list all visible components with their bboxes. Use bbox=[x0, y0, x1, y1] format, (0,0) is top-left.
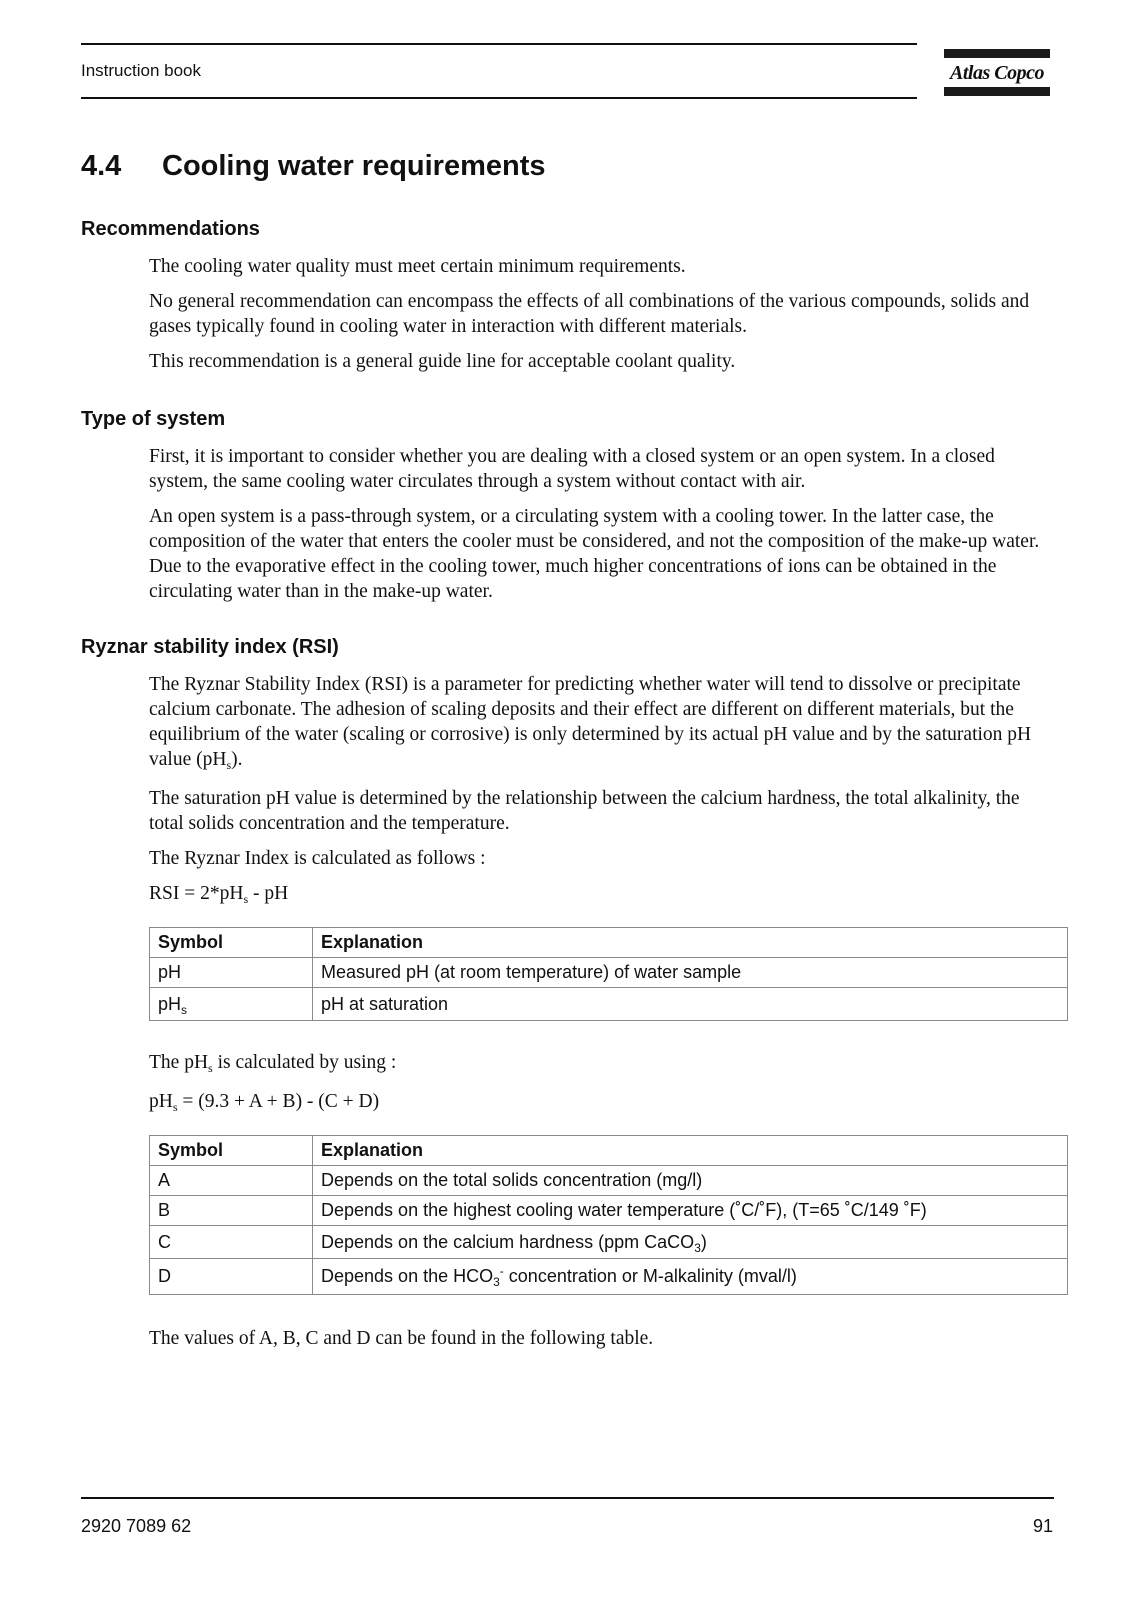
table-cell-explanation: Measured pH (at room temperature) of water sample bbox=[313, 958, 1068, 988]
paragraph: An open system is a pass-through system, or a circulating system with a cooling tower. In the latter case, the composition of the water that enters the cooler must be considered, and not the composition of the make-up water. Due to the evaporative effect in the cooling tower, much higher concentrations of ions can be obtained in the circulating water than in the make-up water. bbox=[149, 506, 1040, 602]
page-title bbox=[81, 150, 546, 183]
rsi-p1-end: ). bbox=[231, 749, 243, 770]
paragraph: First, it is important to consider whether you are dealing with a closed system or an open system. In a closed system, the same cooling water circulates through a system without contact with air. bbox=[149, 446, 995, 492]
paragraph: The cooling water quality must meet certain minimum requirements. bbox=[149, 256, 686, 277]
subscript: s bbox=[243, 892, 249, 906]
table-cell-explanation: Depends on the highest cooling water temperature (˚C/˚F), (T=65 ˚C/149 ˚F) bbox=[313, 1196, 1068, 1226]
table-cell-symbol: A bbox=[150, 1166, 313, 1196]
table-cell-symbol: C bbox=[150, 1226, 313, 1259]
paragraph: This recommendation is a general guide line for acceptable coolant quality. bbox=[149, 351, 736, 372]
closing-paragraph: The values of A, B, C and D can be found in the following table. bbox=[149, 1328, 654, 1349]
symbol-table-rsi bbox=[149, 927, 1068, 1021]
table-cell-symbol bbox=[150, 988, 313, 1021]
rsi-body bbox=[149, 672, 1055, 906]
type-of-system-body bbox=[149, 444, 1055, 604]
subscript: 3 bbox=[493, 1275, 500, 1289]
table-cell-symbol: D bbox=[150, 1259, 313, 1295]
column-header: Explanation bbox=[313, 1136, 1068, 1166]
table-row bbox=[150, 1226, 1068, 1259]
table-cell-symbol: pH bbox=[150, 958, 313, 988]
subscript: 3 bbox=[694, 1240, 701, 1255]
text-part: The pH bbox=[149, 1052, 209, 1073]
column-header: Symbol bbox=[150, 928, 313, 958]
logo-bar-bottom bbox=[944, 87, 1050, 96]
subscript: s bbox=[172, 1100, 178, 1114]
symbol-table-phs bbox=[149, 1135, 1068, 1295]
subscript: s bbox=[208, 1061, 213, 1075]
header-title: Instruction book bbox=[81, 61, 202, 80]
logo-wordmark: Atlas Copco bbox=[950, 62, 1044, 84]
table-cell-explanation bbox=[313, 1226, 1068, 1259]
formula-part: RSI = 2*pH bbox=[149, 883, 244, 904]
paragraph: The saturation pH value is determined by the relationship between the calcium hardness, the total alkalinity, the total solids concentration and the temperature. bbox=[149, 788, 1020, 834]
table-cell-symbol: B bbox=[150, 1196, 313, 1226]
rsi-p1-text: The Ryznar Stability Index (RSI) is a parameter for predicting whether water will tend to dissolve or precipitate calcium carbonate. The adhesion of scaling deposits and their effect are different on different materials, but the equilibrium of the water (scaling or corrosive) is only determined by its actual pH value and by the saturation pH value (pH bbox=[149, 674, 1032, 770]
table-cell-explanation: Depends on the total solids concentration (mg/l) bbox=[313, 1166, 1068, 1196]
text-part: is calculated by using : bbox=[212, 1052, 397, 1073]
phs-formula bbox=[149, 1089, 1055, 1114]
table-header-row bbox=[150, 928, 1068, 958]
formula-part: pH bbox=[149, 1091, 173, 1112]
table-row bbox=[150, 1259, 1068, 1295]
column-header: Explanation bbox=[313, 928, 1068, 958]
footer-page-number: 91 bbox=[1032, 1516, 1053, 1536]
text-part: concentration or M-alkalinity (mval/l) bbox=[503, 1266, 797, 1286]
table-cell-explanation: pH at saturation bbox=[313, 988, 1068, 1021]
atlas-copco-logo bbox=[944, 49, 1050, 99]
heading-type-of-system: Type of system bbox=[81, 408, 226, 430]
paragraph: The Ryznar Index is calculated as follows : bbox=[149, 848, 486, 869]
heading-rsi: Ryznar stability index (RSI) bbox=[81, 636, 339, 658]
header-rule-bottom bbox=[81, 97, 917, 99]
table-header-row bbox=[150, 1136, 1068, 1166]
text-part: ) bbox=[700, 1231, 707, 1252]
symbol-text: pH bbox=[158, 993, 182, 1014]
logo-bar-top bbox=[944, 49, 1050, 58]
table-row bbox=[150, 1196, 1068, 1226]
heading-recommendations: Recommendations bbox=[81, 218, 260, 240]
paragraph: No general recommendation can encompass the effects of all combinations of the various compounds, solids and gases typically found in cooling water in interaction with different materials. bbox=[149, 291, 1030, 337]
text-part: Depends on the HCO bbox=[321, 1266, 494, 1286]
table-cell-explanation bbox=[313, 1259, 1068, 1295]
formula-part: = (9.3 + A + B) - (C + D) bbox=[177, 1091, 380, 1112]
section-number: 4.4 bbox=[81, 150, 122, 182]
phs-body bbox=[149, 1050, 1055, 1114]
subscript: s bbox=[226, 758, 232, 772]
formula-part: - pH bbox=[248, 883, 289, 904]
footer-doc-number: 2920 7089 62 bbox=[81, 1516, 192, 1536]
column-header: Symbol bbox=[150, 1136, 313, 1166]
table-row bbox=[150, 988, 1068, 1021]
recommendations-body bbox=[149, 254, 1055, 374]
paragraph bbox=[149, 1050, 1055, 1075]
superscript: - bbox=[499, 1264, 504, 1278]
paragraph bbox=[149, 672, 1055, 772]
table-row bbox=[150, 958, 1068, 988]
section-title: Cooling water requirements bbox=[162, 150, 546, 182]
table-row bbox=[150, 1166, 1068, 1196]
text-part: Depends on the calcium hardness (ppm CaCO bbox=[321, 1231, 695, 1252]
footer-rule bbox=[81, 1497, 1054, 1499]
rsi-formula bbox=[149, 881, 1055, 906]
header-rule-top bbox=[81, 43, 917, 45]
subscript: s bbox=[181, 1002, 188, 1017]
